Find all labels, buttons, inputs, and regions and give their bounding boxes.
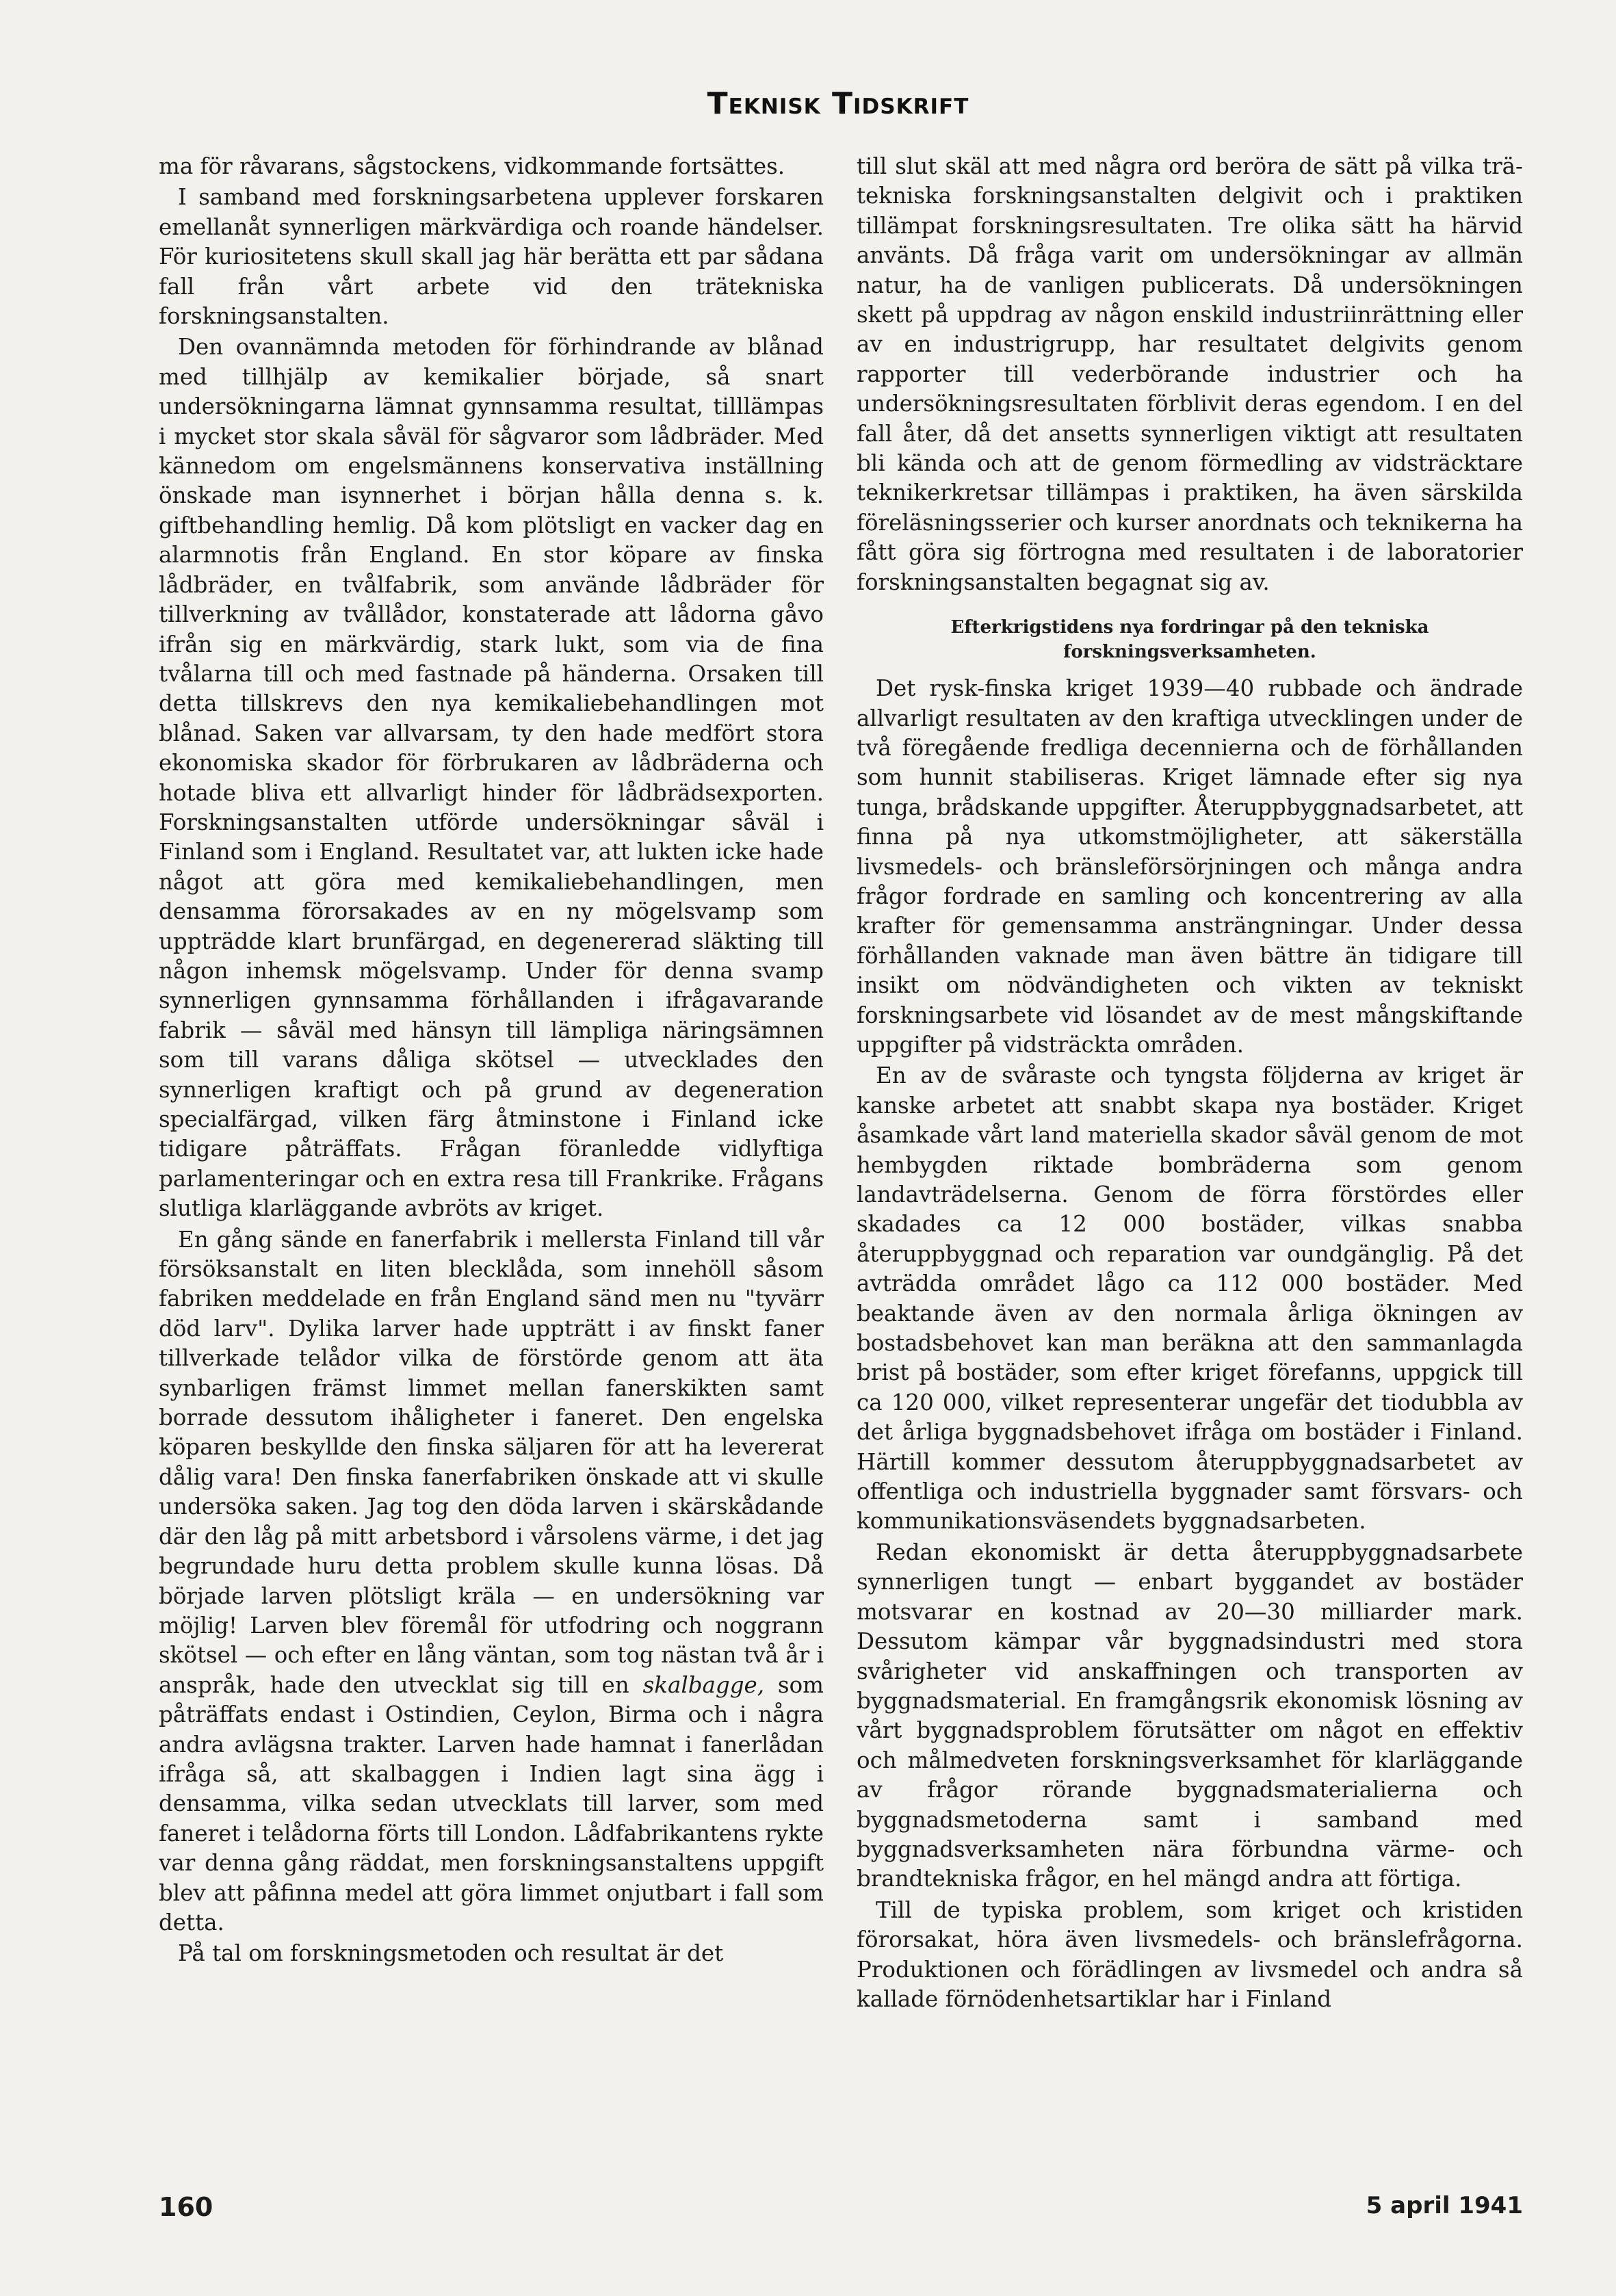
paragraph: Den ovannämnda metoden för förhindrande av blånad med tillhjälp av kemikalier började, så snart undersökningarna lämnat gynnsamma resultat, tilllämpas i mycket stor skala såväl för sågvaror som lådbräder. Med kännedom om engelsmännens konservativa inställning önskade man isynnerhet i början hålla denna s. k. giftbehandling hemlig. Då kom plötsligt en vacker dag en alarmnotis från England. En stor köpare av finska lådbräder, en tvålfabrik, som använde lådbräder för tillverkning av tvållådor, konstaterade att lådorna gåvo ifrån sig en märkvärdig, stark lukt, som via de fina tvålarna till och med fastnade på händerna. Orsaken till detta tillskrevs den nya kemikaliebehandlingen mot blånad. Saken var allvarsam, ty den hade medfört stora ekonomiska skador för förbrukaren av lådbräderna och hotade bliva ett allvarligt hinder för lådbrädsexporten. Forskningsanstalten utförde undersökningar såväl i Finland som i England. Resultatet var, att lukten icke hade något att göra med kemikaliebehandlingen, men densamma förorsakades av en ny mögelsvamp som uppträdde klart brunfärgad, en degenererad släkting till någon inhemsk mögelsvamp. Under för denna svamp synnerligen gynnsamma förhållanden i ifrågavarande fabrik — såväl med hänsyn till lämpliga näringsämnen som till varans dåliga skötsel — utvecklades den synnerligen kraftigt och på grund av degeneration specialfärgad, vilken färg åtminstone i Finland icke tidigare påträffats. Frågan föranledde vidlyftiga parlamenteringar och en extra resa till Frankrike. Frågans slutliga klarläggande avbröts av kriget. <box>159 334 824 1222</box>
paragraph: På tal om forskningsmetoden och resultat är det <box>178 1940 724 1967</box>
paragraph <box>159 1225 824 1938</box>
paragraph: Redan ekonomiskt är detta återuppbyggnadsarbete synnerligen tungt — enbart byggandet av bostäder motsvarar en kostnad av 20—30 milliarder mark. Dessutom kämpar vår byggnadsindustri med stora svårigheter vid anskaffningen och transporten av byggnadsmaterial. En framgångsrik ekonomisk lösning av vårt byggnadsproblem förutsätter om något en effektiv och målmedveten forskningsverksamhet för klarläggande av frågor rörande byggnadsmaterialierna och byggnadsmetoderna samt i samband med byggnadsverksamheten nära förbundna värme- och brandtekniska frågor, en hel mängd andra att förtiga. <box>857 1539 1523 1892</box>
issue-date: 5 april 1941 <box>1366 2192 1523 2219</box>
paragraph: En av de svåraste och tyngsta följderna av kriget är kanske arbetet att snabbt skapa nya bostäder. Kriget åsamkade vårt land materiella skador såväl genom de mot hembygden riktade bombräderna som genom landavträdelserna. Genom de förra förstördes eller skadades ca 12 000 bostäder, vilkas snabba återuppbyggnad och reparation var oundgänglig. På det avträdda området lågo ca 112 000 bostäder. Med beaktande även av den normala årliga ökningen av bostadsbehovet kan man beräkna att den sammanlagda brist på bostäder, som efter kriget förefanns, uppgick till ca 120 000, vilket representerar ungefär det tiodubbla av det årliga byggnadsbehovet ifråga om bostäder i Finland. Härtill kommer dessutom återuppbyggnadsarbetet av offentliga och industriella byggnader samt försvars- och kommunikationsväsendets byggnadsarbeten. <box>857 1062 1523 1535</box>
paragraph: Till de typiska problem, som kriget och kristiden förorsakat, höra även livsmedels- och bränslefrågorna. Produktionen och förädlingen av livsmedel och andra så kallade förnödenhetsartiklar har i Finland <box>857 1896 1523 2012</box>
section-heading: Efterkrigstidens nya fordringar på den tekniska forskningsverksamheten. <box>950 617 1429 663</box>
paragraph: I samband med forskningsarbetena upplever forskaren emellanåt synnerligen märkvärdiga och roande händelser. För kuriositetens skull skall jag här berätta ett par sådana fall från vårt arbete vid den trätekniska forskningsanstalten. <box>159 184 824 330</box>
paragraph: till slut skäl att med några ord beröra de sätt på vilka trä-tekniska forskningsanstalten delgivit och i praktiken tillämpat forskningsresultaten. Tre olika sätt ha härvid använts. Då fråga varit om undersökningar av allmän natur, ha de vanligen publicerats. Då undersökningen skett på uppdrag av någon enskild industriinrättning eller av en industrigrupp, har resultatet delgivits genom rapporter till vederbörande industrier och ha undersökningsresultaten förblivit deras egendom. I en del fall åter, då det ansetts synnerligen viktigt att resultaten bli kända och att de genom förmedling av vidsträcktare teknikerkretsar tillämpas i praktiken, ha även särskilda föreläsningsserier och kurser anordnats och teknikerna ha fått göra sig förtrogna med resultaten i de laboratorier forskningsanstalten begagnat sig av. <box>857 153 1523 595</box>
journal-title: Teknisk Tidskrift <box>707 86 969 121</box>
paragraph-text: som påträffats endast i Ostindien, Ceylon, Birma och i några andra avlägsna trakter. Larven hade hamnat i fanerlådan ifråga så, att skalbaggen i Indien lagt sina ägg i densamma, vilka sedan utvecklats till larver, som med faneret i telådorna förts till London. Lådfabrikantens rykte var denna gång räddat, men forskningsanstaltens uppgift blev att påfinna medel att göra limmet onjutbart i fall som detta. <box>159 1671 824 1935</box>
paragraph-text: En gång sände en fanerfabrik i mellersta Finland till vår försöksanstalt en liten blecklåda, som innehöll såsom fabriken meddelade en från England sänd men nu "tyvärr död larv". Dylika larver hade uppträtt i av finskt faner tillverkade telådor vilka de förstörde genom att äta synbarligen främst limmet mellan fanerskikten samt borrade dessutom ihåligheter i faneret. Den engelska köparen beskyllde den finska säljaren för att ha levererat dålig vara! Den finska fanerfabriken önskade att vi skulle undersöka saken. Jag tog den döda larven i skärskådande där den låg på mitt arbetsbord i vårsolens värme, i det jag begrundade huru detta problem skulle kunna lösas. Då började larven plötsligt kräla — en undersökning var möjlig! Larven blev föremål för utfodring och noggrann skötsel — och efter en lång väntan, som tog nästan två år i anspråk, hade den utvecklat sig till en <box>159 1226 824 1698</box>
left-column <box>159 152 824 2170</box>
paragraph: ma för råvarans, sågstockens, vidkommande fortsättes. <box>159 153 785 179</box>
page-number: 160 <box>159 2192 213 2222</box>
paragraph: Det rysk-finska kriget 1939—40 rubbade och ändrade allvarligt resultaten av den kraftiga utvecklingen under de två föregående fredliga decennierna och de förhållanden som hunnit stabiliseras. Kriget lämnade efter sig nya tunga, brådskande uppgifter. Återuppbyggnadsarbetet, att finna på nya utkomstmöjligheter, att säkerställa livsmedels- och bränsleförsörjningen och många andra frågor fordrade en samling och koncentrering av alla krafter för gemensamma ansträngningar. Under dessa förhållanden vaknade man även bättre än tidigare till insikt om nödvändigheten och vikten av tekniskt forskningsarbete vid lösandet av de mest mångskiftande uppgifter på vidsträckta områden. <box>857 675 1523 1058</box>
italic-term: skalbagge, <box>642 1671 765 1698</box>
right-column <box>857 152 1523 2170</box>
